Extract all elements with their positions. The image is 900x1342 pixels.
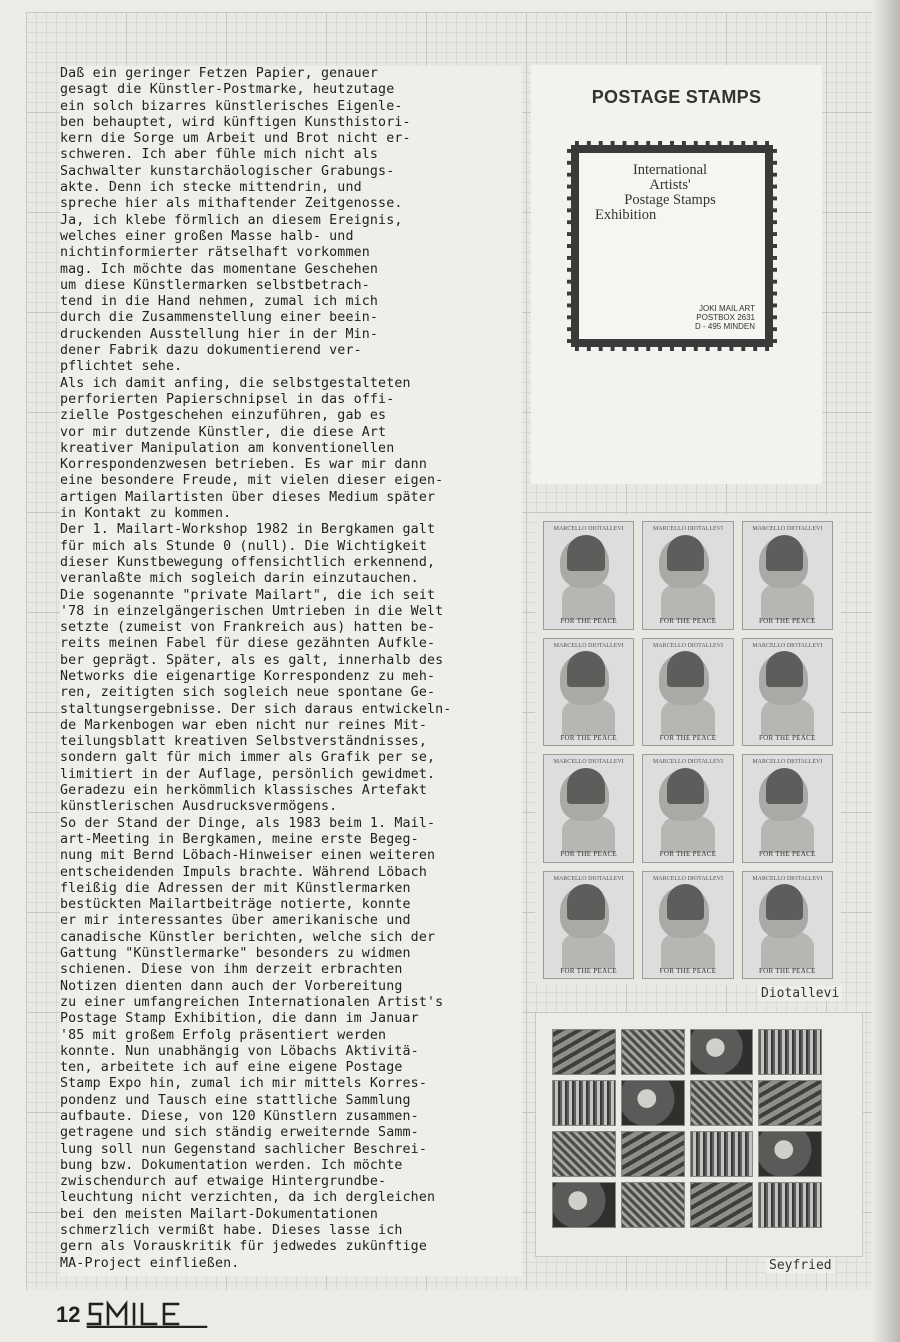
seyfried-stamp xyxy=(621,1080,685,1126)
stamp-artist-caption: MARCELLO DIOTALLEVI xyxy=(752,759,823,766)
helmet-icon xyxy=(766,768,804,804)
article-line: entscheidenden Impuls brachte. Während Löbach xyxy=(60,864,427,880)
article-line: konnte. Nun unabhängig von Löbachs Aktivitä- xyxy=(60,1043,419,1059)
article-line: bei den meisten Mailart-Dokumentationen xyxy=(60,1206,379,1222)
seyfried-stamp xyxy=(690,1029,754,1075)
article-line: ein solch bizarres künstlerisches Eigenle- xyxy=(60,98,403,114)
article-line: mag. Ich möchte das momentane Geschehen xyxy=(60,261,379,277)
stamp-footer-text: FOR THE PEACE xyxy=(758,617,816,626)
stamp-footer-text: FOR THE PEACE xyxy=(560,966,617,975)
seyfried-stamp xyxy=(690,1131,754,1177)
article-body xyxy=(60,66,522,1272)
article-line: artigen Mailartisten über dieses Medium später xyxy=(60,489,436,505)
article-line: durch die Zusammenstellung einer beein- xyxy=(60,310,379,326)
stamp-artist-caption: MARCELLO DIOTALLEVI xyxy=(553,526,624,533)
address-line: POSTBOX 2631 xyxy=(696,313,755,322)
article-line: Gattung "Künstlermarke" besonders zu widmen xyxy=(60,946,411,962)
smile-logo xyxy=(86,1300,212,1328)
poster-address xyxy=(695,304,755,331)
helmet-icon xyxy=(667,884,705,920)
article-line: MA-Project einfließen. xyxy=(60,1255,240,1271)
article-line: staltungsergebnisse. Der sich daraus entwickeln- xyxy=(60,701,452,717)
article-line: Als ich damit anfing, die selbstgestalteten xyxy=(60,375,411,391)
diotallevi-stamp xyxy=(543,754,634,863)
helmet-icon xyxy=(567,651,605,687)
helmet-icon xyxy=(766,535,804,571)
article-line: Notizen dienten dann auch der Vorbereitung xyxy=(60,978,403,994)
page-number: 12 xyxy=(56,1302,81,1327)
article-line: schweren. Ich aber fühle mich nicht als xyxy=(60,147,379,163)
article-line: Daß ein geringer Fetzen Papier, genauer xyxy=(60,66,379,81)
diotallevi-stamp xyxy=(543,521,634,630)
stamp-line: Exhibition xyxy=(595,207,657,223)
exhibition-stamp-text xyxy=(595,163,745,223)
stamp-artist-caption: MARCELLO DIOTALLEVI xyxy=(652,759,723,766)
article-line: ten, arbeitete ich auf eine eigene Postage xyxy=(60,1060,403,1076)
article-line: zwischendurch auf etwaige Hintergrundbe- xyxy=(60,1174,387,1190)
seyfried-stamp xyxy=(552,1131,616,1177)
article-line: schienen. Diese von ihm derzeit erbrachten xyxy=(60,962,403,978)
article-line: pflichtet sehe. xyxy=(60,359,183,375)
article-line: bestückten Mailartbeiträge notierte, konnte xyxy=(60,897,411,913)
helmet-icon xyxy=(567,768,605,804)
exhibition-stamp xyxy=(567,141,777,351)
article-line: tend in die Hand nehmen, zumal ich mich xyxy=(60,294,379,310)
article-line: sondern galt für mich immer als Grafik per se, xyxy=(60,750,436,766)
diotallevi-stamp xyxy=(543,638,634,747)
article-line: akte. Denn ich stecke mittendrin, und xyxy=(60,180,362,196)
diotallevi-stamp xyxy=(642,871,733,980)
article-line: ber geprägt. Später, als es galt, innerhalb des xyxy=(60,652,444,668)
exhibition-stamp-face xyxy=(579,153,765,339)
article-line: gern als Vorauskritik für jedwedes zukünftige xyxy=(60,1239,427,1255)
stamp-footer-text: FOR THE PEACE xyxy=(659,850,717,859)
article-line: teilungsblatt kreativen Selbstverständnisses, xyxy=(60,734,427,750)
article-column xyxy=(60,66,522,1276)
stamp-footer-text: FOR THE PEACE xyxy=(560,850,617,859)
stamp-artist-caption: MARCELLO DIOTALLEVI xyxy=(553,759,624,766)
seyfried-stamp xyxy=(758,1131,822,1177)
stamp-footer-text: FOR THE PEACE xyxy=(659,617,717,626)
article-line: setzte (zumeist von Frankreich aus) hatten be- xyxy=(60,620,436,636)
diotallevi-stamp xyxy=(543,871,634,980)
article-line: getragene und sich ständig erweiternde Samm- xyxy=(60,1125,419,1141)
diotallevi-stamp xyxy=(742,638,833,747)
helmet-icon xyxy=(567,535,605,571)
article-line: Geradezu ein herkömmlich klassisches Artefakt xyxy=(60,783,427,799)
stamp-line: International xyxy=(632,162,708,178)
article-line: '78 in einzelgängerischen Umtrieben in die Welt xyxy=(60,603,444,619)
address-line: JOKI MAIL ART xyxy=(698,304,755,313)
diotallevi-stamp xyxy=(642,754,733,863)
stamp-footer-text: FOR THE PEACE xyxy=(758,733,816,742)
article-line: welches einer großen Masse halb- und xyxy=(60,228,354,244)
diotallevi-stamp xyxy=(642,638,733,747)
seyfried-stamp xyxy=(758,1029,822,1075)
helmet-icon xyxy=(667,768,705,804)
seyfried-stamp xyxy=(621,1131,685,1177)
article-line: lung soll nun Gegenstand sachlicher Beschrei- xyxy=(60,1141,427,1157)
stamp-artist-caption: MARCELLO DIOTALLEVI xyxy=(553,642,624,649)
diotallevi-stamp xyxy=(742,871,833,980)
article-line: de Markenbogen war eben nicht nur reines Mit- xyxy=(60,717,427,733)
stamp-artist-caption: MARCELLO DIOTALLEVI xyxy=(652,642,723,649)
article-line: canadische Künstler berichten, welche sich der xyxy=(60,929,436,945)
stamp-artist-caption: MARCELLO DIOTALLEVI xyxy=(652,526,723,533)
poster-title: POSTAGE STAMPS xyxy=(591,87,762,107)
seyfried-stamp xyxy=(552,1029,616,1075)
article-line: druckenden Ausstellung hier in der Min- xyxy=(60,326,379,342)
stamp-artist-caption: MARCELLO DIOTALLEVI xyxy=(752,526,823,533)
article-line: nichtinformierter rätselhaft vorkommen xyxy=(60,245,370,261)
article-line: leuchtung nicht verzichten, da ich dergleichen xyxy=(60,1190,436,1206)
article-line: dieser Kunstbewegung offensichtlich erkennend, xyxy=(60,554,436,570)
seyfried-credit: Seyfried xyxy=(766,1258,835,1273)
helmet-icon xyxy=(667,535,705,571)
stamp-footer-text: FOR THE PEACE xyxy=(560,617,617,626)
article-line: dener Fabrik dazu dokumentierend ver- xyxy=(60,343,362,359)
article-line: in Kontakt zu kommen. xyxy=(60,506,232,522)
article-line: reits meinen Fabel für diese gezähnten Aufkle- xyxy=(60,636,436,652)
helmet-icon xyxy=(766,651,804,687)
seyfried-stamp-grid xyxy=(552,1029,822,1228)
article-line: aufbaute. Diese, von 120 Künstlern zusammen- xyxy=(60,1109,419,1124)
article-line: Ja, ich klebe förmlich an diesem Ereignis, xyxy=(60,212,403,228)
article-line: perforierten Papierschnipsel in das offi- xyxy=(60,391,395,407)
stamp-footer-text: FOR THE PEACE xyxy=(659,733,717,742)
article-line: ben behauptet, wird künftigen Kunsthistori- xyxy=(60,114,411,130)
page-gutter-shadow xyxy=(872,0,900,1342)
helmet-icon xyxy=(667,651,705,687)
stamp-line: Artists' xyxy=(649,177,691,193)
seyfried-stamp xyxy=(552,1080,616,1126)
helmet-icon xyxy=(567,884,605,920)
article-line: schmerzlich vermißt habe. Dieses lasse ich xyxy=(60,1223,403,1239)
seyfried-stamp xyxy=(621,1029,685,1075)
stamp-footer-text: FOR THE PEACE xyxy=(659,966,717,975)
article-line: kreativer Manipulation am konventionellen xyxy=(60,440,395,456)
article-line: '85 mit großem Erfolg präsentiert werden xyxy=(60,1027,387,1043)
article-line: Die sogenannte "private Mailart", die ich seit xyxy=(60,587,436,603)
article-line: Postage Stamp Exhibition, die dann im Januar xyxy=(60,1011,419,1027)
article-line: zu einer umfangreichen Internationalen Artist's xyxy=(60,994,444,1010)
stamp-artist-caption: MARCELLO DIOTALLEVI xyxy=(553,875,624,882)
article-line: Sachwalter kunstarchäologischer Grabungs- xyxy=(60,163,395,179)
seyfried-stamp xyxy=(758,1080,822,1126)
diotallevi-stamp xyxy=(742,521,833,630)
article-line: um diese Künstlermarken selbstbetrach- xyxy=(60,277,370,293)
article-line: eine besondere Freude, mit vielen dieser eigen- xyxy=(60,473,444,489)
article-line: vor mir dutzende Künstler, die diese Art xyxy=(60,424,387,440)
seyfried-stamp xyxy=(621,1182,685,1228)
article-line: für mich als Stunde 0 (null). Die Wichtigkeit xyxy=(60,538,427,554)
diotallevi-stamp-grid xyxy=(543,521,833,979)
article-line: spreche hier als mithaftender Zeitgenosse. xyxy=(60,196,403,212)
seyfried-stamp xyxy=(690,1080,754,1126)
article-line: limitiert in der Auflage, persönlich gewidmet. xyxy=(60,766,436,782)
stamp-artist-caption: MARCELLO DIOTALLEVI xyxy=(652,875,723,882)
stamp-artist-caption: MARCELLO DIOTALLEVI xyxy=(752,875,823,882)
article-line: art-Meeting in Bergkamen, meine erste Begeg- xyxy=(60,831,419,847)
seyfried-stamp-sheet xyxy=(535,1012,863,1257)
article-line: ren, zeitigten sich sogleich neue spontane Ge- xyxy=(60,685,436,701)
article-line: nung mit Bernd Löbach-Hinweiser einen weiteren xyxy=(60,848,436,864)
article-line: künstlerischen Ausdrucksvermögens. xyxy=(60,799,338,815)
diotallevi-stamp-sheet xyxy=(535,515,841,985)
seyfried-stamp xyxy=(758,1182,822,1228)
article-line: er mir interessantes über amerikanische und xyxy=(60,913,411,929)
article-line: Stamp Expo hin, zumal ich mir mittels Korres- xyxy=(60,1076,427,1092)
article-line: So der Stand der Dinge, als 1983 beim 1. Mail- xyxy=(60,815,436,831)
article-line: fleißig die Adressen der mit Künstlermarken xyxy=(60,880,411,896)
address-line: D - 495 MINDEN xyxy=(694,322,755,331)
article-line: pondenz und Tausch eine stattliche Sammlung xyxy=(60,1092,411,1108)
article-line: Networks die eigenartige Korrespondenz zu meh- xyxy=(60,668,436,684)
stamp-footer-text: FOR THE PEACE xyxy=(758,966,816,975)
article-line: Korrespondenzwesen betrieben. Es war mir dann xyxy=(60,457,427,473)
diotallevi-credit: Diotallevi xyxy=(758,986,842,1001)
article-line: zielle Postgeschehen einzuführen, gab es xyxy=(60,408,387,424)
stamp-footer-text: FOR THE PEACE xyxy=(758,850,816,859)
article-line: gesagt die Künstler-Postmarke, heutzutage xyxy=(60,82,395,98)
seyfried-stamp xyxy=(690,1182,754,1228)
article-line: Der 1. Mailart-Workshop 1982 in Bergkamen galt xyxy=(60,522,436,538)
article-line: bung bzw. Dokumentation werden. Ich möchte xyxy=(60,1157,403,1173)
stamp-artist-caption: MARCELLO DIOTALLEVI xyxy=(752,642,823,649)
diotallevi-stamp xyxy=(742,754,833,863)
diotallevi-stamp xyxy=(642,521,733,630)
article-line: veranlaßte mich sogleich darin einzutauchen. xyxy=(60,571,419,587)
article-line: kern die Sorge um Arbeit und Brot nicht er- xyxy=(60,131,411,147)
postage-stamps-poster xyxy=(531,65,822,484)
stamp-line: Postage Stamps xyxy=(624,192,716,208)
helmet-icon xyxy=(766,884,804,920)
seyfried-stamp xyxy=(552,1182,616,1228)
stamp-footer-text: FOR THE PEACE xyxy=(560,733,617,742)
